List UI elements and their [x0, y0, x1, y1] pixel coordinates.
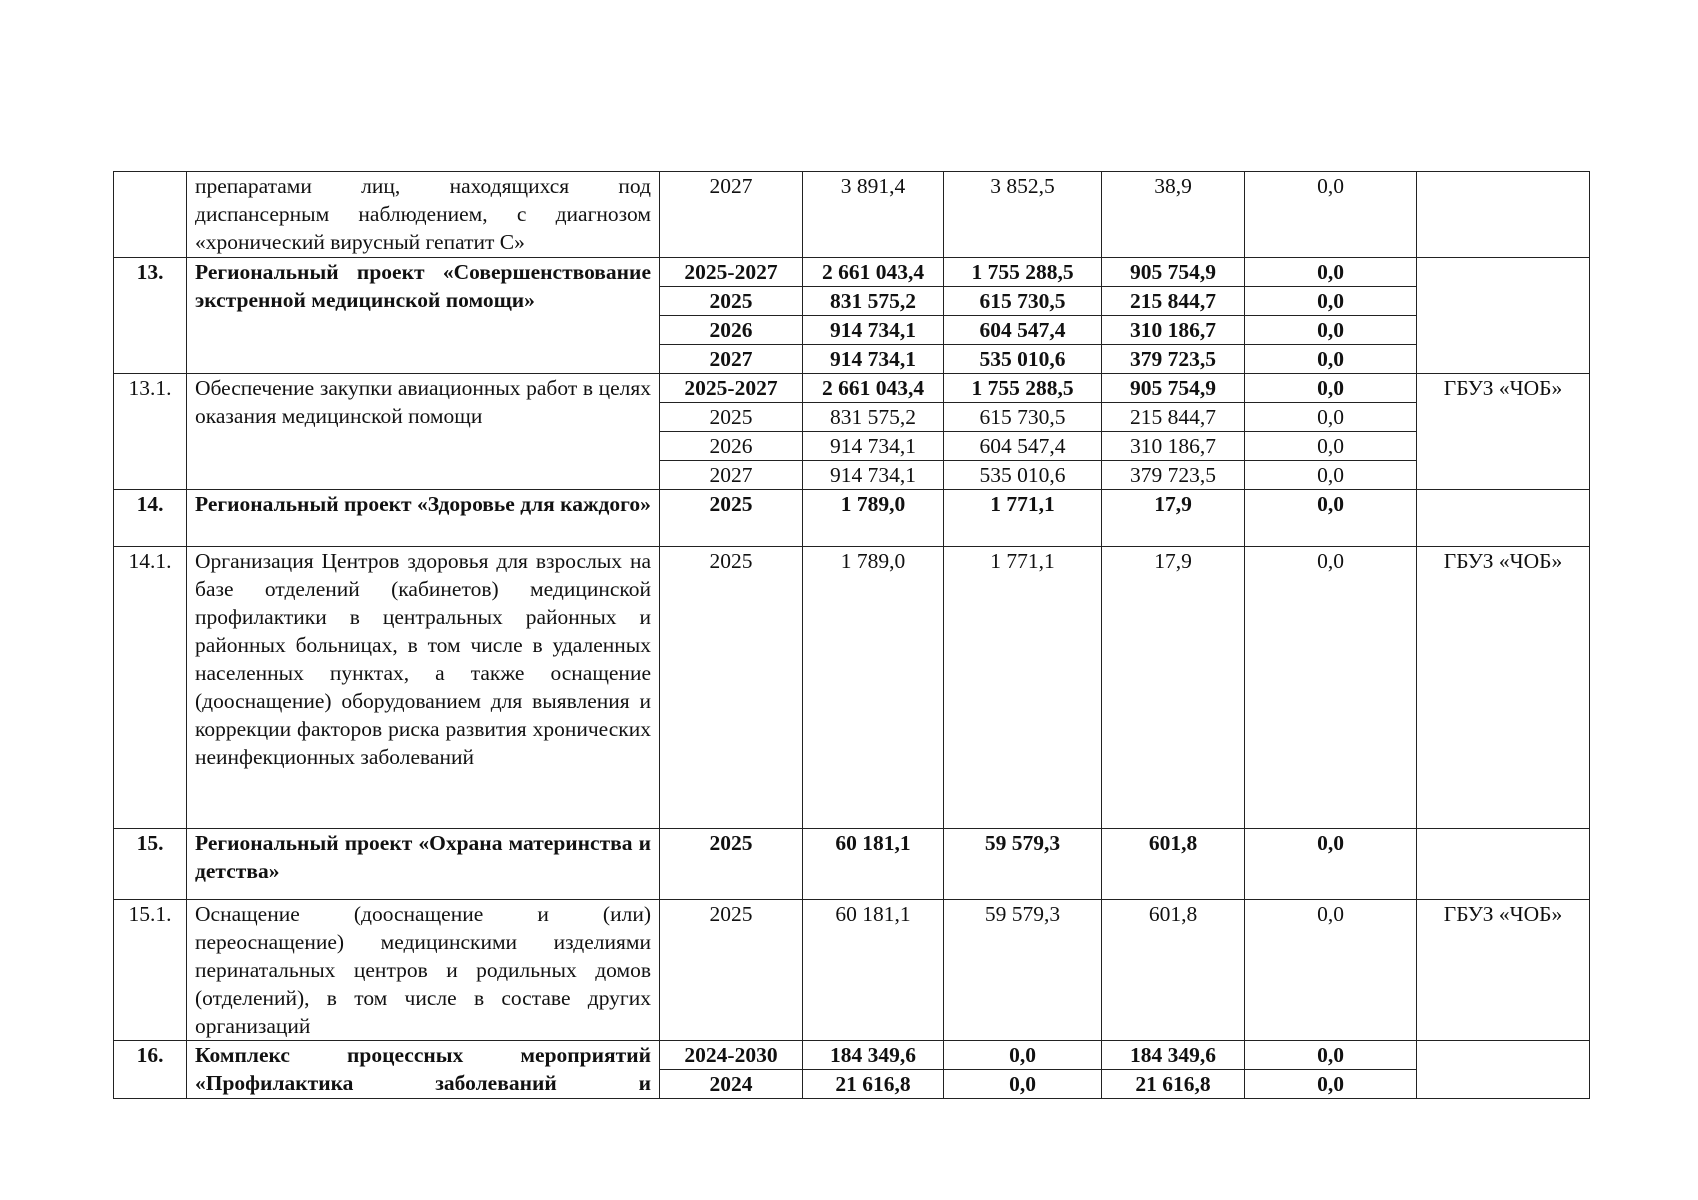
- row-federal: 59 579,3: [944, 900, 1102, 1041]
- row-number: 13.1.: [114, 374, 187, 490]
- row-other: 0,0: [1245, 490, 1417, 547]
- row-total: 914 734,1: [803, 316, 944, 345]
- row-other: 0,0: [1245, 403, 1417, 432]
- row-federal: 1 755 288,5: [944, 374, 1102, 403]
- row-total: 184 349,6: [803, 1041, 944, 1070]
- row-year: 2024-2030: [660, 1041, 803, 1070]
- row-other: 0,0: [1245, 432, 1417, 461]
- table-row-16: [114, 1041, 1590, 1070]
- row-description: Оснащение (дооснащение и (или) переоснащение) медицинскими изделиями перинатальных центров и родильных домов (отделений), в том числе в составе других организаций: [187, 900, 660, 1041]
- row-description: Комплекс процессных мероприятий «Профилактика заболеваний и: [187, 1041, 660, 1099]
- row-number: 15.: [114, 829, 187, 900]
- row-year: 2025-2027: [660, 258, 803, 287]
- row-executor: [1417, 258, 1590, 374]
- row-total: 914 734,1: [803, 432, 944, 461]
- row-total: 2 661 043,4: [803, 374, 944, 403]
- row-regional: 905 754,9: [1102, 374, 1245, 403]
- row-regional: 17,9: [1102, 547, 1245, 829]
- row-description: Региональный проект «Здоровье для каждого»: [187, 490, 660, 547]
- row-total: 60 181,1: [803, 900, 944, 1041]
- row-year: 2027: [660, 345, 803, 374]
- row-number: [114, 172, 187, 258]
- row-year: 2024: [660, 1070, 803, 1099]
- row-regional: 215 844,7: [1102, 403, 1245, 432]
- row-total: 914 734,1: [803, 461, 944, 490]
- row-number: 13.: [114, 258, 187, 374]
- row-number: 14.: [114, 490, 187, 547]
- row-federal: 1 771,1: [944, 547, 1102, 829]
- row-regional: 601,8: [1102, 900, 1245, 1041]
- row-federal: 59 579,3: [944, 829, 1102, 900]
- row-federal: 615 730,5: [944, 287, 1102, 316]
- row-executor: [1417, 490, 1590, 547]
- row-federal: 0,0: [944, 1041, 1102, 1070]
- row-year: 2025: [660, 547, 803, 829]
- row-executor: [1417, 1041, 1590, 1099]
- row-regional: 310 186,7: [1102, 316, 1245, 345]
- row-other: 0,0: [1245, 374, 1417, 403]
- row-description: Обеспечение закупки авиационных работ в целях оказания медицинской помощи: [187, 374, 660, 490]
- row-other: 0,0: [1245, 900, 1417, 1041]
- row-total: 914 734,1: [803, 345, 944, 374]
- row-total: 2 661 043,4: [803, 258, 944, 287]
- row-total: 1 789,0: [803, 490, 944, 547]
- row-regional: 379 723,5: [1102, 461, 1245, 490]
- row-year: 2025: [660, 403, 803, 432]
- row-other: 0,0: [1245, 172, 1417, 258]
- row-other: 0,0: [1245, 547, 1417, 829]
- row-total: 3 891,4: [803, 172, 944, 258]
- row-regional: 379 723,5: [1102, 345, 1245, 374]
- row-number: 14.1.: [114, 547, 187, 829]
- row-year: 2027: [660, 172, 803, 258]
- row-other: 0,0: [1245, 258, 1417, 287]
- row-description: Региональный проект «Охрана материнства и детства»: [187, 829, 660, 900]
- table-row-15: [114, 829, 1590, 900]
- row-year: 2025: [660, 829, 803, 900]
- row-regional: 38,9: [1102, 172, 1245, 258]
- table-row-continuation: [114, 172, 1590, 258]
- row-year: 2027: [660, 461, 803, 490]
- row-executor: ГБУЗ «ЧОБ»: [1417, 374, 1590, 490]
- row-federal: 1 771,1: [944, 490, 1102, 547]
- row-year: 2025-2027: [660, 374, 803, 403]
- row-year: 2025: [660, 900, 803, 1041]
- row-year: 2025: [660, 490, 803, 547]
- row-federal: 3 852,5: [944, 172, 1102, 258]
- row-total: 831 575,2: [803, 287, 944, 316]
- row-year: 2026: [660, 316, 803, 345]
- table-row-14-1: [114, 547, 1590, 829]
- row-regional: 601,8: [1102, 829, 1245, 900]
- row-total: 60 181,1: [803, 829, 944, 900]
- row-total: 1 789,0: [803, 547, 944, 829]
- row-federal: 604 547,4: [944, 316, 1102, 345]
- row-federal: 535 010,6: [944, 345, 1102, 374]
- row-regional: 17,9: [1102, 490, 1245, 547]
- row-other: 0,0: [1245, 1070, 1417, 1099]
- row-executor: ГБУЗ «ЧОБ»: [1417, 547, 1590, 829]
- row-regional: 215 844,7: [1102, 287, 1245, 316]
- row-description: Региональный проект «Совершенствование экстренной медицинской помощи»: [187, 258, 660, 374]
- row-regional: 905 754,9: [1102, 258, 1245, 287]
- row-regional: 310 186,7: [1102, 432, 1245, 461]
- row-other: 0,0: [1245, 1041, 1417, 1070]
- table-row-13: [114, 258, 1590, 287]
- row-other: 0,0: [1245, 345, 1417, 374]
- row-federal: 1 755 288,5: [944, 258, 1102, 287]
- row-regional: 21 616,8: [1102, 1070, 1245, 1099]
- table-row-15-1: [114, 900, 1590, 1041]
- row-number: 15.1.: [114, 900, 187, 1041]
- row-federal: 604 547,4: [944, 432, 1102, 461]
- table-row-13-1: [114, 374, 1590, 403]
- row-federal: 615 730,5: [944, 403, 1102, 432]
- row-total: 21 616,8: [803, 1070, 944, 1099]
- row-description: Организация Центров здоровья для взрослых на базе отделений (кабинетов) медицинской профилактики в центральных районных и районных больницах, в том числе в удаленных населенных пунктах, а также оснащение (дооснащение) оборудованием для выявления и коррекции факторов риска развития хронических неинфекционных заболеваний: [187, 547, 660, 829]
- row-total: 831 575,2: [803, 403, 944, 432]
- row-executor: ГБУЗ «ЧОБ»: [1417, 900, 1590, 1041]
- row-other: 0,0: [1245, 829, 1417, 900]
- row-regional: 184 349,6: [1102, 1041, 1245, 1070]
- row-other: 0,0: [1245, 461, 1417, 490]
- program-financing-table: [113, 171, 1590, 1099]
- row-year: 2026: [660, 432, 803, 461]
- row-executor: [1417, 829, 1590, 900]
- row-other: 0,0: [1245, 316, 1417, 345]
- row-federal: 0,0: [944, 1070, 1102, 1099]
- row-year: 2025: [660, 287, 803, 316]
- row-federal: 535 010,6: [944, 461, 1102, 490]
- table-row-14: [114, 490, 1590, 547]
- row-description: препаратами лиц, находящихся под диспансерным наблюдением, с диагнозом «хронический вирусный гепатит С»: [187, 172, 660, 258]
- row-other: 0,0: [1245, 287, 1417, 316]
- row-executor: [1417, 172, 1590, 258]
- row-number: 16.: [114, 1041, 187, 1099]
